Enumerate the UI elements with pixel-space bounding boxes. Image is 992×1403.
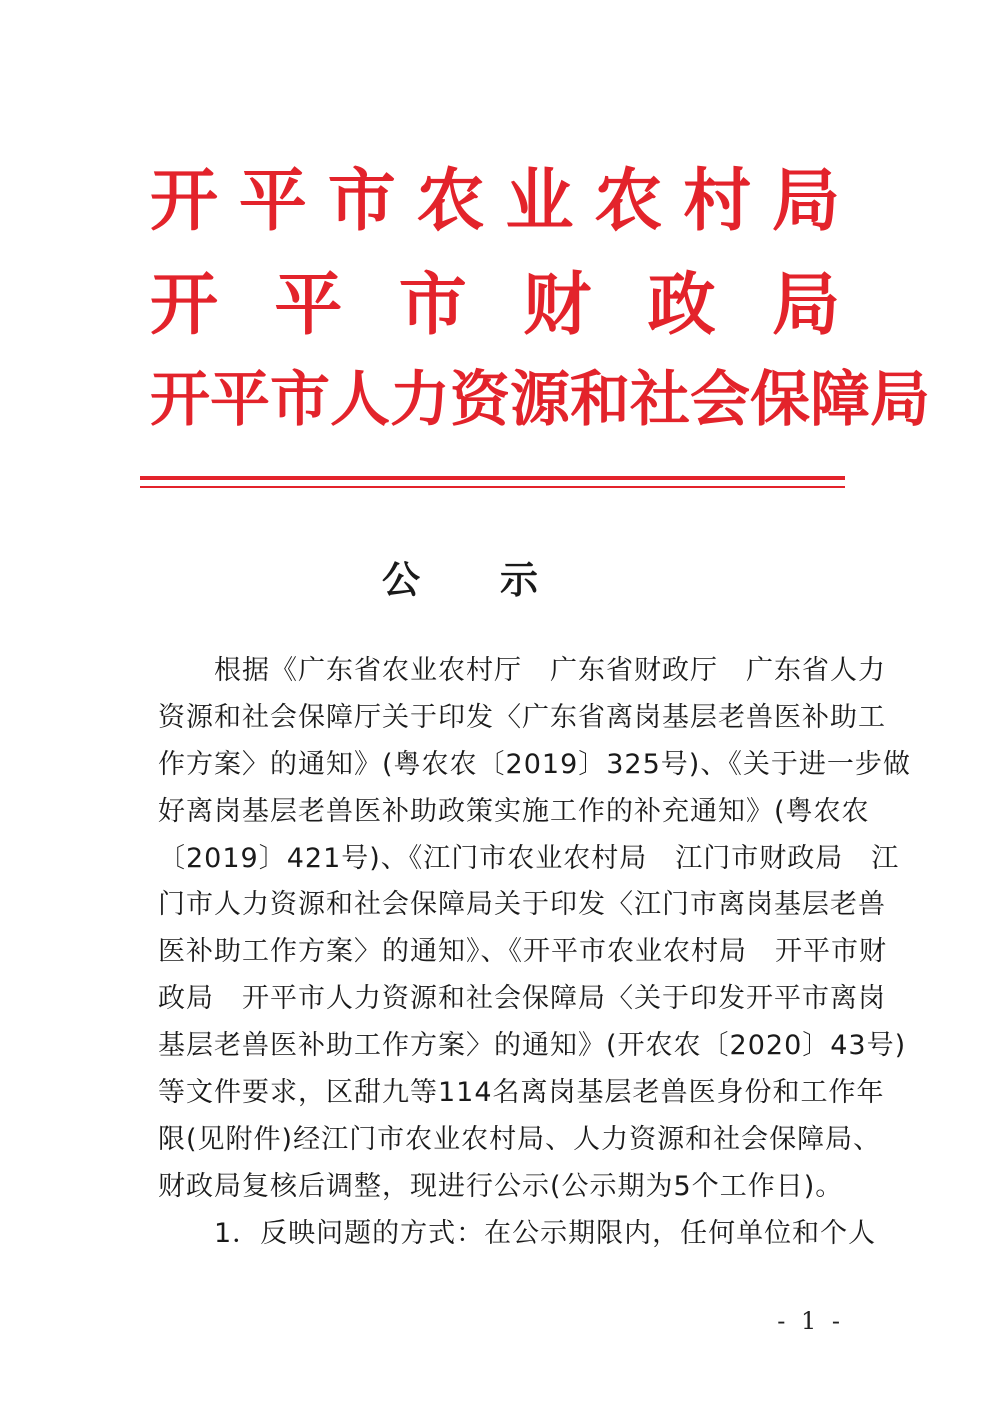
header-char: 开 [150,365,210,435]
body-line: 〔2019〕421号)、《江门市农业农村局 江门市财政局 江 [158,842,900,874]
header-char: 平 [210,365,270,435]
body-line: 作方案〉的通知》(粤农农〔2019〕325号)、《关于进一步做 [158,748,911,780]
header-char: 平 [238,162,307,241]
issuer-hr-social-security-bureau [150,365,930,435]
header-char: 保 [750,365,810,435]
body-line: 资源和社会保障厅关于印发〈广东省离岗基层老兽医补助工 [158,701,886,733]
header-char: 平 [274,266,343,345]
body-line: 好离岗基层老兽医补助政策实施工作的补充通知》(粤农农 [158,795,870,827]
header-char: 农 [416,162,485,241]
header-char: 财 [523,266,592,345]
issuer-finance-bureau [150,266,840,345]
header-char: 开 [150,266,219,345]
body-line: 门市人力资源和社会保障局关于印发〈江门市离岗基层老兽 [158,889,886,921]
body-line: 根据《广东省农业农村厅 广东省财政厅 广东省人力 [158,655,886,686]
body-line: 基层老兽医补助工作方案〉的通知》(开农农〔2020〕43号) [158,1030,907,1062]
body-line: 限(见附件)经江门市农业农村局、人力资源和社会保障局、 [158,1123,882,1155]
header-divider-thin [140,486,845,488]
body-line: 医补助工作方案〉的通知》、《开平市农业农村局 开平市财 [158,936,887,968]
header-char: 市 [327,162,396,241]
body-line: 等文件要求，区甜九等114名离岗基层老兽医身份和工作年 [158,1077,885,1109]
header-char: 村 [683,162,752,241]
body-line: 财政局复核后调整，现进行公示(公示期为5个工作日)。 [158,1170,844,1202]
header-divider-thick [140,476,845,480]
issuer-agriculture-bureau [150,162,840,241]
page-number: - 1 - [777,1307,844,1335]
body-line: 1．反映问题的方式：在公示期限内，任何单位和个人 [158,1217,877,1249]
header-char: 社 [630,365,690,435]
header-char: 政 [647,266,716,345]
header-char: 会 [690,365,750,435]
header-char: 人 [330,365,390,435]
body-line: 政局 开平市人力资源和社会保障局〈关于印发开平市离岗 [158,983,886,1015]
document-title: 公示 [381,558,618,602]
header-char: 和 [570,365,630,435]
header-char: 资 [450,365,510,435]
header-char: 局 [771,266,840,345]
header-char: 力 [390,365,450,435]
notice-body [158,648,911,1258]
header-char: 局 [771,162,840,241]
header-char: 农 [594,162,663,241]
header-char: 市 [270,365,330,435]
header-char: 局 [870,365,930,435]
header-char: 源 [510,365,570,435]
header-char: 市 [398,266,467,345]
header-char: 障 [810,365,870,435]
header-char: 业 [505,162,574,241]
header-char: 开 [150,162,219,241]
